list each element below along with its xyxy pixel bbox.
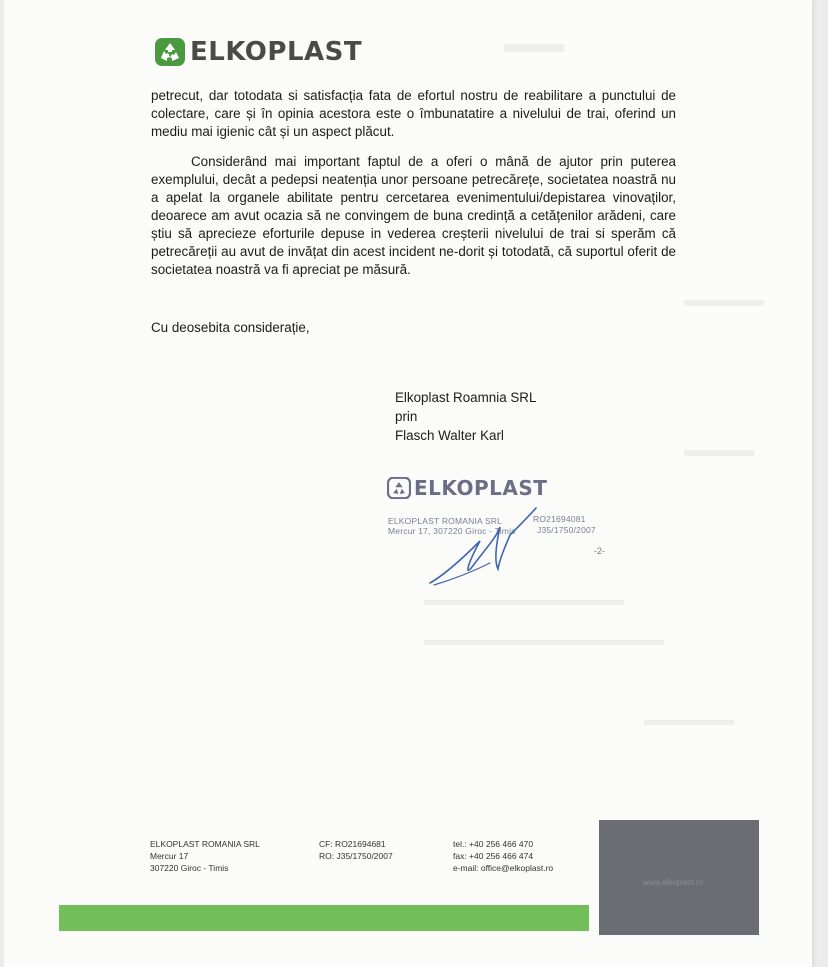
page-number: -2- bbox=[594, 546, 605, 556]
bleed-through-mark bbox=[684, 450, 754, 456]
stamp-cf: RO21694081 bbox=[533, 514, 586, 524]
footer-street: Mercur 17 bbox=[150, 851, 189, 861]
bleed-through-mark bbox=[424, 600, 624, 605]
company-logo bbox=[154, 36, 362, 68]
signature-company: Elkoplast Roamnia SRL bbox=[395, 390, 537, 405]
footer-website: www.elkoplast.ro bbox=[643, 878, 704, 887]
stamp-company-name: ELKOPLAST ROMANIA SRL bbox=[388, 516, 503, 526]
footer-contact bbox=[453, 838, 553, 874]
bleed-through-mark bbox=[424, 640, 664, 645]
stamp-address: Mercur 17, 307220 Giroc - Timis bbox=[388, 526, 516, 536]
letter-paragraph-1: petrecut, dar totodata si satisfacția fata de efortul nostru de reabilitare a punctului de colectare, care și în opinia acestora este o îmbunatatire a nivelului de trai, oferind un mediu mai igienic cât și un aspect plăcut. bbox=[151, 88, 676, 139]
stamp-reg: J35/1750/2007 bbox=[537, 525, 596, 535]
stamp-wordmark: ELKOPLAST bbox=[414, 476, 548, 500]
footer-cf: CF: RO21694681 bbox=[319, 839, 386, 849]
footer-registration bbox=[319, 838, 393, 862]
stamp-logo bbox=[387, 476, 627, 500]
signature-block bbox=[395, 388, 536, 445]
footer-email: e-mail: office@elkoplast.ro bbox=[453, 863, 554, 873]
footer-company: ELKOPLAST ROMANIA SRL bbox=[150, 839, 260, 849]
signature-via: prin bbox=[395, 409, 418, 424]
letter-paragraph-2: Considerând mai important faptul de a oferi o mână de ajutor prin puterea exemplului, decât a pedepsi neatenția unor persoane petrecărețe, societatea noastră nu a apelat la organele abilitate pentru cercetarea evenimentului/depistarea vinovaților, deoarece am avut ocazia să ne convingem de buna credință a cetățenilor arădeni, care știu să aprecieze eforturile depuse in vederea creșterii nivelului de trai si sperăm că petrecăreții au avut de invățat din acest incident ne-dorit și totodată, că suportul oferit de societatea noastră va fi apreciat pe măsură. bbox=[151, 154, 676, 277]
footer-gray-box bbox=[599, 820, 759, 935]
bleed-through-mark bbox=[644, 720, 734, 725]
letter-page bbox=[4, 0, 812, 967]
footer-phone: tel.: +40 256 466 470 bbox=[453, 839, 534, 849]
footer-city: 307220 Giroc - Timis bbox=[150, 863, 229, 873]
footer-fax: fax: +40 256 466 474 bbox=[453, 851, 534, 861]
letter-closing: Cu deosebita considerație, bbox=[151, 320, 310, 335]
recycle-icon bbox=[387, 477, 411, 499]
logo-wordmark: ELKOPLAST bbox=[190, 37, 363, 67]
footer-green-bar bbox=[59, 905, 589, 931]
footer-address bbox=[150, 838, 260, 874]
footer-ro: RO: J35/1750/2007 bbox=[319, 851, 393, 861]
recycle-icon bbox=[154, 37, 186, 67]
handwritten-signature bbox=[424, 505, 544, 590]
bleed-through-mark bbox=[504, 44, 564, 52]
bleed-through-mark bbox=[684, 300, 764, 306]
signature-person: Flasch Walter Karl bbox=[395, 428, 504, 443]
